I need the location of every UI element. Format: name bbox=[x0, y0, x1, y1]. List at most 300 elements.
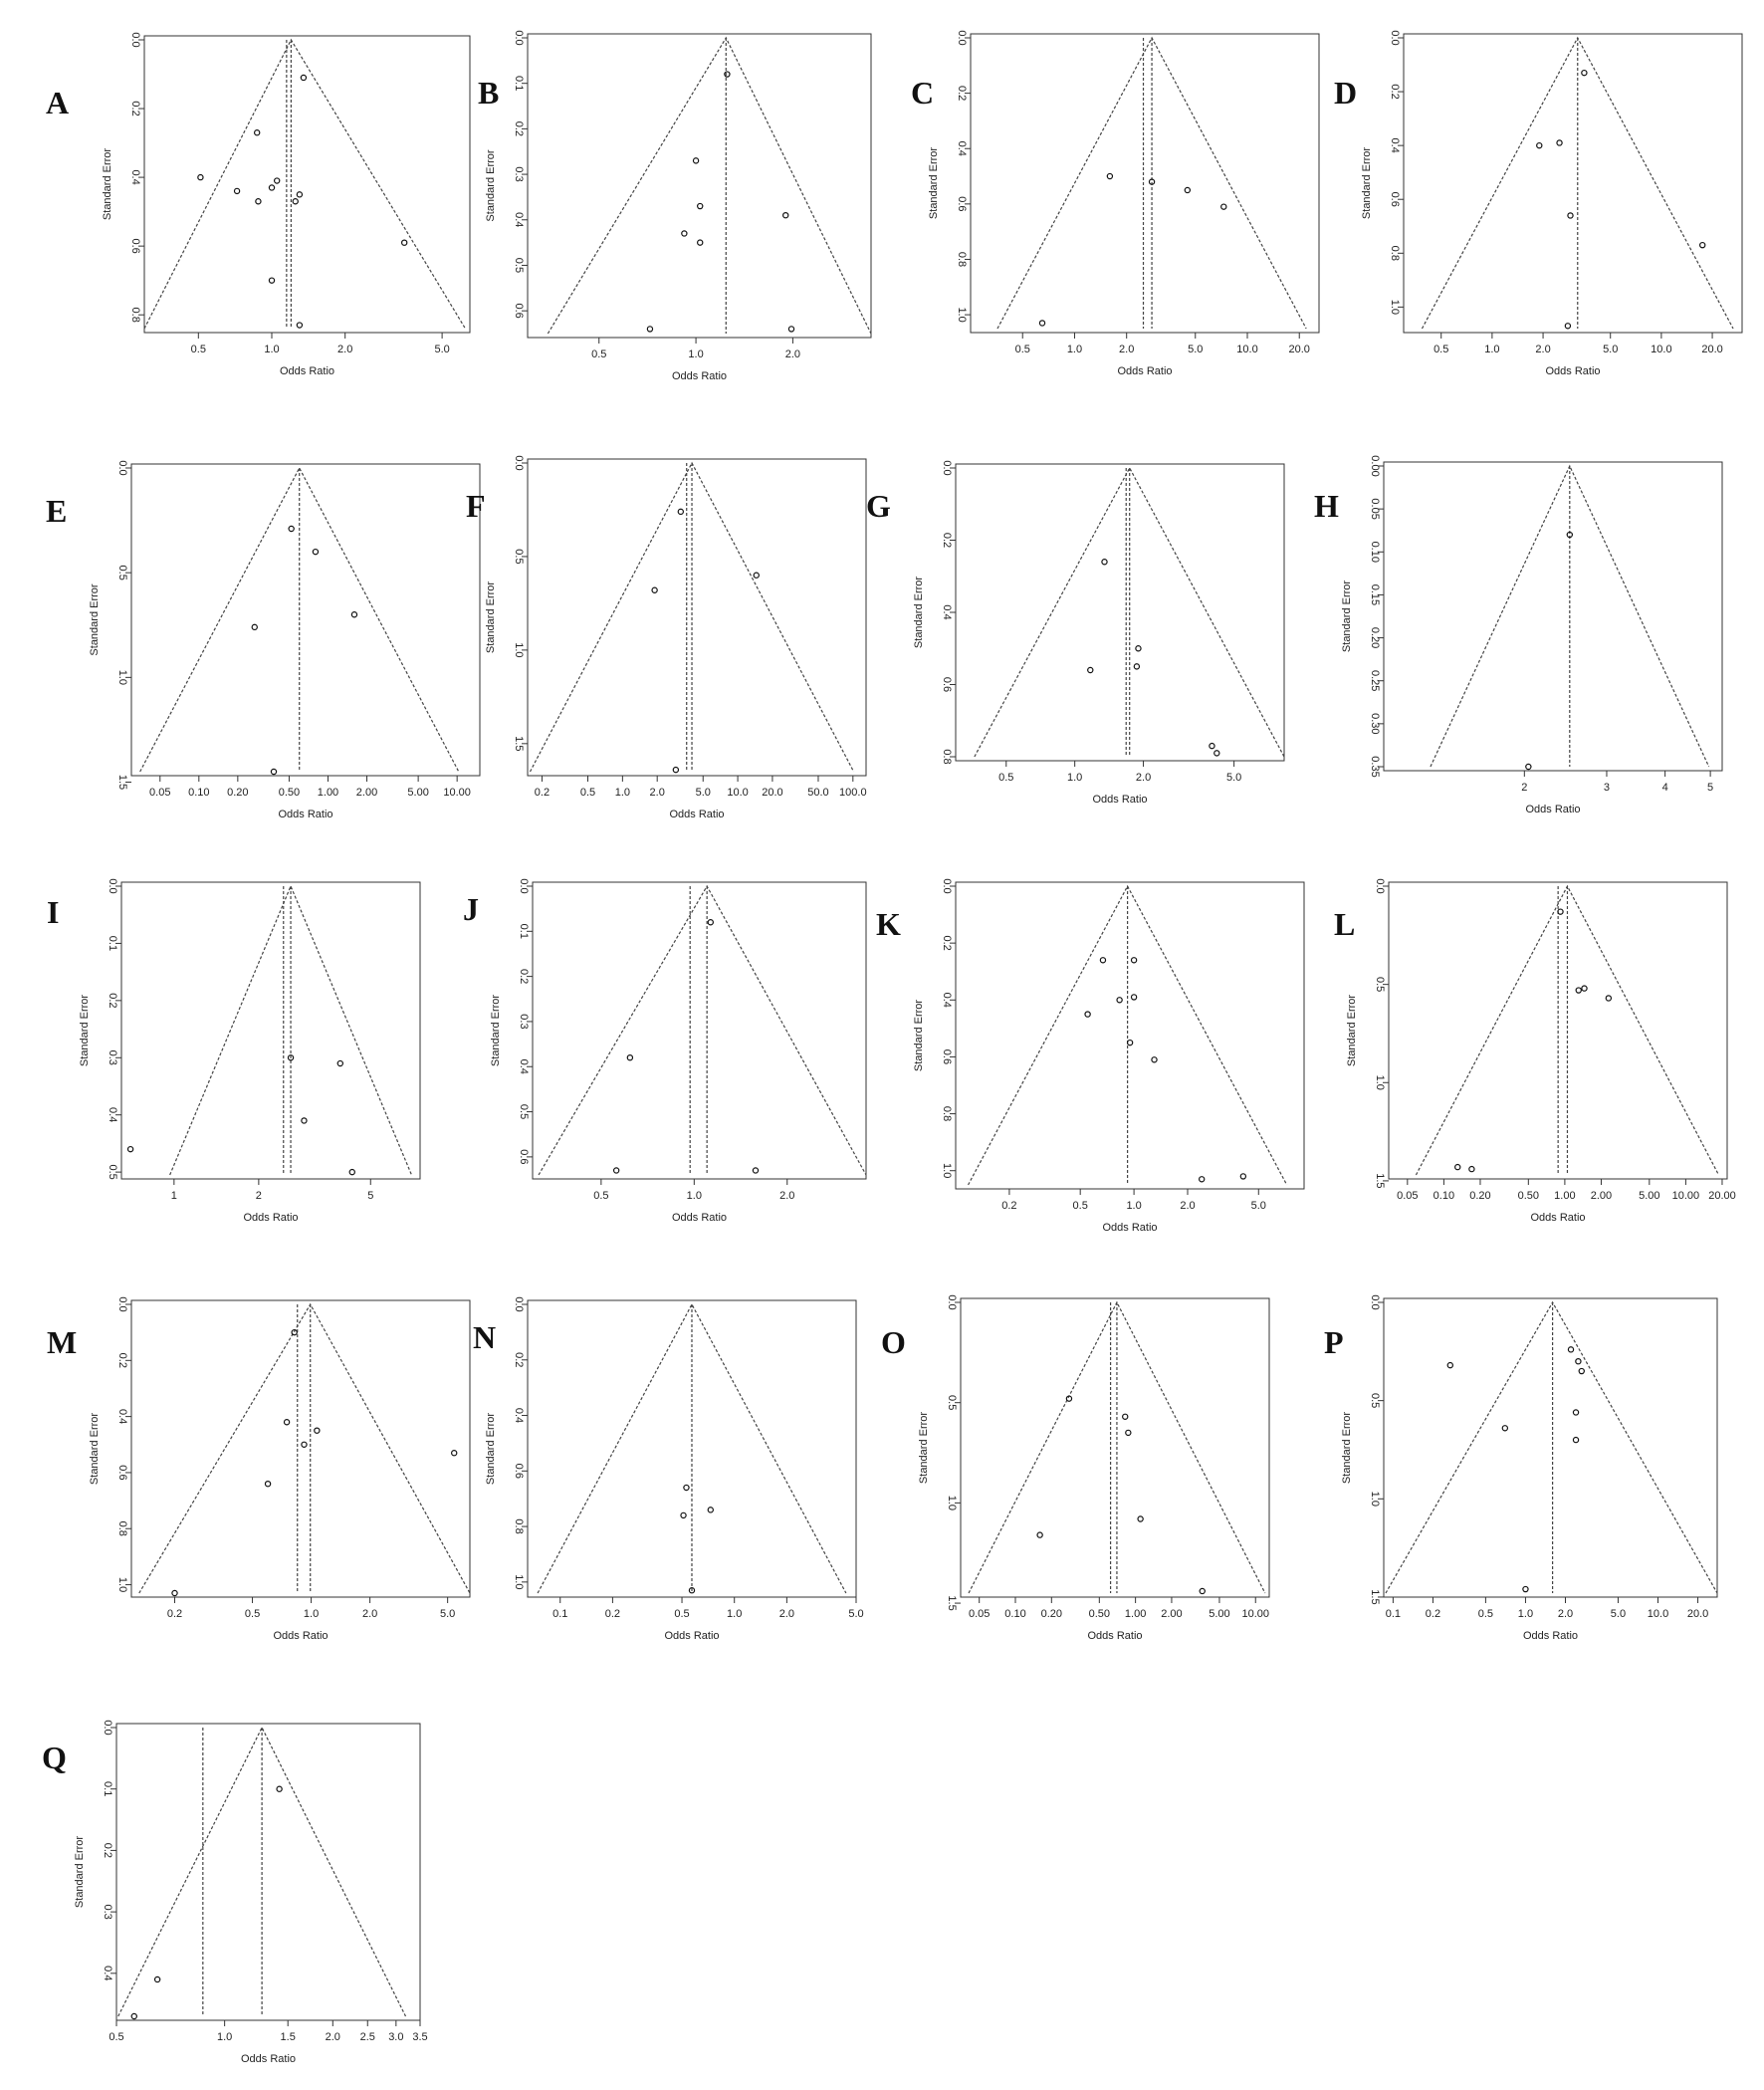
y-tick-label: 0.15 bbox=[1369, 583, 1381, 606]
study-point bbox=[1455, 1165, 1460, 1170]
y-tick-label: 1.5 bbox=[513, 736, 525, 752]
study-point bbox=[1100, 958, 1105, 963]
x-tick-label: 50.0 bbox=[807, 787, 829, 799]
y-tick-label: 1.5 bbox=[946, 1595, 958, 1611]
funnel-plot-panel-e bbox=[42, 458, 471, 826]
panel-letter: F bbox=[466, 488, 486, 524]
x-tick-label: 2.0 bbox=[361, 1608, 378, 1620]
study-point bbox=[284, 1420, 289, 1425]
y-tick-label: 1.0 bbox=[513, 1574, 525, 1590]
x-tick-label: 2.0 bbox=[784, 348, 801, 360]
x-tick-label: 1.0 bbox=[688, 348, 704, 360]
funnel-plot-svg bbox=[458, 876, 876, 1245]
y-tick-label: 1.5 bbox=[116, 774, 128, 791]
x-axis-title: Odds Ratio bbox=[273, 1630, 329, 1642]
x-tick-label: 0.50 bbox=[1088, 1608, 1111, 1620]
y-tick-label: 0.1 bbox=[102, 1781, 113, 1797]
x-tick-label: 2 bbox=[255, 1190, 262, 1202]
x-tick-label: 0.5 bbox=[579, 787, 596, 799]
study-point bbox=[1537, 143, 1542, 148]
x-tick-label: 1.0 bbox=[1066, 344, 1083, 355]
study-point bbox=[1134, 664, 1139, 669]
y-tick-label: 0.1 bbox=[107, 935, 118, 952]
x-axis-title: Odds Ratio bbox=[1102, 1222, 1158, 1234]
plot-frame bbox=[956, 464, 1284, 761]
x-tick-label: 2.00 bbox=[1590, 1190, 1613, 1202]
funnel-plot-svg bbox=[468, 1294, 896, 1663]
study-point bbox=[725, 72, 730, 77]
x-tick-label: 2 bbox=[1521, 782, 1528, 794]
x-tick-label: 1.0 bbox=[1126, 1200, 1142, 1212]
y-tick-label: 0.3 bbox=[513, 166, 525, 182]
x-tick-label: 2.0 bbox=[1535, 344, 1551, 355]
funnel-plot-svg bbox=[42, 876, 460, 1245]
x-tick-label: 0.5 bbox=[674, 1608, 690, 1620]
funnel-plot-panel-a bbox=[42, 30, 460, 378]
x-tick-label: 2.0 bbox=[778, 1608, 795, 1620]
study-point bbox=[255, 130, 260, 135]
y-tick-label: 0.0 bbox=[513, 455, 525, 471]
panel-letter: L bbox=[1334, 906, 1356, 942]
y-tick-label: 0.0 bbox=[116, 460, 128, 476]
x-tick-label: 0.5 bbox=[1433, 344, 1449, 355]
study-point bbox=[1700, 243, 1705, 248]
study-point bbox=[693, 158, 698, 163]
x-tick-label: 0.2 bbox=[166, 1608, 183, 1620]
study-point bbox=[681, 1512, 686, 1517]
funnel-plot-panel-f bbox=[458, 455, 876, 826]
x-axis-title: Odds Ratio bbox=[1522, 1630, 1579, 1642]
y-tick-label: 0.25 bbox=[1369, 670, 1381, 692]
x-axis-title: Odds Ratio bbox=[671, 1212, 728, 1224]
study-point bbox=[131, 2013, 136, 2018]
study-point bbox=[349, 1170, 354, 1175]
x-tick-label: 4 bbox=[1661, 782, 1668, 794]
x-tick-label: 5.0 bbox=[434, 344, 450, 355]
x-tick-label: 2.00 bbox=[1161, 1608, 1183, 1620]
y-tick-label: 0.0 bbox=[1374, 878, 1386, 894]
x-tick-label: 0.5 bbox=[591, 348, 607, 360]
y-tick-label: 0.5 bbox=[513, 549, 525, 565]
study-point bbox=[1214, 751, 1219, 756]
y-tick-label: 0.6 bbox=[941, 1048, 953, 1065]
plot-frame bbox=[116, 1724, 420, 2020]
x-tick-label: 0.5 bbox=[1014, 344, 1030, 355]
x-axis-title: Odds Ratio bbox=[1087, 1630, 1143, 1642]
study-point bbox=[1136, 646, 1141, 651]
y-tick-label: 0.0 bbox=[107, 878, 118, 894]
plot-frame bbox=[144, 36, 470, 333]
y-tick-label: 0.4 bbox=[518, 1058, 530, 1074]
funnel-plot-svg bbox=[42, 1294, 470, 1663]
x-tick-label: 2.0 bbox=[779, 1190, 795, 1202]
y-axis-title: Standard Error bbox=[1341, 580, 1353, 653]
study-point bbox=[788, 327, 793, 332]
x-tick-label: 20.00 bbox=[1708, 1190, 1736, 1202]
y-tick-label: 0.8 bbox=[1389, 245, 1401, 261]
study-point bbox=[1576, 988, 1581, 993]
panel-letter: D bbox=[1334, 75, 1358, 111]
y-tick-label: 0.2 bbox=[129, 101, 141, 116]
x-tick-label: 10.0 bbox=[1647, 1608, 1669, 1620]
funnel-plot-panel-j bbox=[458, 876, 876, 1245]
study-point bbox=[297, 323, 302, 328]
plot-frame bbox=[528, 459, 866, 776]
x-tick-label: 0.50 bbox=[1517, 1190, 1540, 1202]
x-tick-label: 5.0 bbox=[848, 1608, 864, 1620]
x-tick-label: 0.5 bbox=[109, 2031, 124, 2043]
y-tick-label: 0.2 bbox=[941, 935, 953, 951]
study-point bbox=[627, 1055, 632, 1060]
funnel-plot-svg bbox=[458, 455, 876, 826]
y-tick-label: 0.6 bbox=[956, 196, 968, 212]
y-tick-label: 0.20 bbox=[1369, 626, 1381, 649]
funnel-plot-panel-q bbox=[42, 1718, 460, 2086]
x-tick-label: 0.05 bbox=[968, 1608, 991, 1620]
x-tick-label: 1.0 bbox=[614, 787, 631, 799]
funnel-plot-svg bbox=[42, 30, 460, 378]
study-point bbox=[1117, 998, 1122, 1003]
study-point bbox=[1123, 1414, 1128, 1419]
y-tick-label: 0.0 bbox=[956, 30, 968, 46]
panel-letter: K bbox=[876, 906, 901, 942]
panel-letter: H bbox=[1314, 488, 1339, 524]
x-tick-label: 3.0 bbox=[388, 2031, 404, 2043]
x-tick-label: 5.0 bbox=[1225, 772, 1242, 784]
panel-letter: Q bbox=[42, 1740, 67, 1775]
x-axis-title: Odds Ratio bbox=[243, 1212, 299, 1224]
study-point bbox=[682, 231, 687, 236]
x-tick-label: 5.0 bbox=[1610, 1608, 1627, 1620]
y-axis-title: Standard Error bbox=[490, 994, 502, 1067]
x-tick-label: 0.5 bbox=[998, 772, 1014, 784]
y-tick-label: 0.8 bbox=[129, 307, 141, 323]
y-axis-title: Standard Error bbox=[485, 581, 497, 654]
plot-frame bbox=[1384, 462, 1722, 771]
x-tick-label: 5.0 bbox=[1603, 344, 1619, 355]
y-axis-title: Standard Error bbox=[79, 994, 91, 1067]
x-tick-label: 1.0 bbox=[727, 1608, 743, 1620]
y-tick-label: 0.2 bbox=[956, 85, 968, 102]
plot-frame bbox=[1404, 34, 1742, 333]
study-point bbox=[753, 1168, 758, 1173]
x-tick-label: 1.5 bbox=[280, 2031, 296, 2043]
y-tick-label: 0.6 bbox=[941, 676, 953, 693]
y-tick-label: 0.0 bbox=[1369, 1294, 1381, 1310]
x-tick-label: 3 bbox=[1603, 782, 1611, 794]
y-axis-title: Standard Error bbox=[928, 146, 940, 220]
x-tick-label: 0.5 bbox=[1477, 1608, 1494, 1620]
study-point bbox=[1126, 1430, 1131, 1435]
y-tick-label: 0.0 bbox=[513, 1296, 525, 1312]
x-tick-label: 5.0 bbox=[440, 1608, 456, 1620]
study-point bbox=[1102, 560, 1107, 565]
x-axis-title: Odds Ratio bbox=[664, 1630, 720, 1642]
study-point bbox=[277, 1786, 282, 1791]
x-tick-label: 0.2 bbox=[604, 1608, 621, 1620]
x-tick-label: 20.0 bbox=[762, 787, 783, 799]
y-tick-label: 0.6 bbox=[518, 1149, 530, 1165]
study-point bbox=[1447, 1363, 1452, 1368]
study-point bbox=[678, 509, 683, 514]
study-point bbox=[315, 1428, 320, 1433]
panel-letter: P bbox=[1324, 1324, 1344, 1360]
panel-letter: O bbox=[881, 1324, 906, 1360]
x-tick-label: 1.0 bbox=[1067, 772, 1083, 784]
x-tick-label: 0.50 bbox=[278, 787, 301, 799]
y-tick-label: 0.2 bbox=[513, 120, 525, 137]
y-tick-label: 0.6 bbox=[129, 238, 141, 254]
plot-frame bbox=[956, 882, 1304, 1189]
y-axis-title: Standard Error bbox=[1361, 146, 1373, 220]
y-tick-label: 0.4 bbox=[513, 1407, 525, 1424]
y-tick-label: 0.2 bbox=[941, 532, 953, 549]
study-point bbox=[1606, 996, 1611, 1001]
study-point bbox=[1088, 667, 1093, 672]
y-tick-label: 0.5 bbox=[116, 565, 128, 581]
y-tick-label: 0.4 bbox=[116, 1408, 128, 1425]
x-tick-label: 1 bbox=[170, 1190, 177, 1202]
funnel-plot-svg bbox=[1329, 876, 1764, 1245]
y-tick-label: 0.1 bbox=[518, 923, 530, 939]
y-tick-label: 0.4 bbox=[102, 1966, 113, 1981]
y-tick-label: 1.0 bbox=[513, 642, 525, 658]
study-point bbox=[1240, 1174, 1245, 1179]
study-point bbox=[698, 203, 703, 208]
study-point bbox=[1107, 173, 1112, 178]
study-point bbox=[1152, 1057, 1157, 1062]
y-tick-label: 0.5 bbox=[518, 1103, 530, 1120]
x-tick-label: 0.20 bbox=[1469, 1190, 1491, 1202]
funnel-plot-svg bbox=[876, 876, 1314, 1245]
funnel-plot-svg bbox=[42, 1718, 460, 2086]
y-tick-label: 1.0 bbox=[956, 307, 968, 323]
y-tick-label: 0.2 bbox=[518, 968, 530, 985]
y-axis-title: Standard Error bbox=[89, 583, 101, 656]
x-tick-label: 5.00 bbox=[407, 787, 429, 799]
funnel-plot-panel-d bbox=[1334, 30, 1752, 388]
x-tick-label: 20.0 bbox=[1686, 1608, 1709, 1620]
plot-frame bbox=[528, 34, 871, 338]
x-tick-label: 5.00 bbox=[1209, 1608, 1230, 1620]
study-point bbox=[673, 768, 678, 773]
study-point bbox=[1582, 986, 1587, 991]
study-point bbox=[1037, 1532, 1042, 1537]
funnel-plot-panel-o bbox=[881, 1294, 1309, 1663]
x-tick-label: 100.0 bbox=[839, 787, 867, 799]
study-point bbox=[1576, 1359, 1581, 1364]
study-point bbox=[198, 174, 203, 179]
study-point bbox=[1085, 1012, 1090, 1017]
y-tick-label: 0.0 bbox=[513, 30, 525, 46]
y-tick-label: 0.8 bbox=[956, 251, 968, 268]
x-tick-label: 0.05 bbox=[149, 787, 171, 799]
study-point bbox=[127, 1147, 132, 1152]
x-tick-label: 1.0 bbox=[264, 344, 280, 355]
funnel-boundary bbox=[539, 886, 866, 1175]
study-point bbox=[302, 1118, 307, 1123]
y-tick-label: 1.0 bbox=[1369, 1491, 1381, 1507]
x-tick-label: 1.0 bbox=[216, 2031, 233, 2043]
x-axis-title: Odds Ratio bbox=[279, 365, 335, 377]
y-axis-title: Standard Error bbox=[918, 1411, 930, 1485]
x-axis-title: Odds Ratio bbox=[278, 809, 333, 820]
study-point bbox=[351, 612, 356, 617]
funnel-plot-svg bbox=[881, 1294, 1309, 1663]
x-tick-label: 2.0 bbox=[337, 344, 353, 355]
y-tick-label: 1.0 bbox=[941, 1163, 953, 1179]
study-point bbox=[252, 624, 257, 629]
panel-letter: B bbox=[478, 75, 500, 111]
y-tick-label: 0.2 bbox=[513, 1352, 525, 1368]
plot-frame bbox=[131, 1300, 470, 1597]
study-point bbox=[1568, 1347, 1573, 1352]
x-tick-label: 0.5 bbox=[593, 1190, 609, 1202]
y-tick-label: 0.6 bbox=[513, 303, 525, 319]
x-tick-label: 0.5 bbox=[244, 1608, 261, 1620]
study-point bbox=[1185, 187, 1190, 192]
x-tick-label: 2.0 bbox=[1557, 1608, 1574, 1620]
y-tick-label: 0.5 bbox=[513, 257, 525, 274]
x-tick-label: 1.00 bbox=[1554, 1190, 1576, 1202]
panel-letter: M bbox=[47, 1324, 78, 1360]
x-tick-label: 10.00 bbox=[1241, 1608, 1270, 1620]
x-tick-label: 10.00 bbox=[443, 787, 471, 799]
x-tick-label: 1.0 bbox=[303, 1608, 320, 1620]
panel-letter: C bbox=[911, 75, 935, 111]
funnel-plot-panel-b bbox=[478, 30, 896, 388]
funnel-plot-svg bbox=[911, 30, 1329, 388]
x-tick-label: 1.00 bbox=[1124, 1608, 1147, 1620]
study-point bbox=[269, 185, 274, 190]
x-tick-label: 0.1 bbox=[552, 1608, 568, 1620]
y-tick-label: 0.5 bbox=[1374, 976, 1386, 993]
x-tick-label: 1.0 bbox=[686, 1190, 702, 1202]
study-point bbox=[1568, 213, 1573, 218]
study-point bbox=[313, 550, 318, 555]
y-tick-label: 0.30 bbox=[1369, 713, 1381, 735]
y-axis-title: Standard Error bbox=[89, 1412, 101, 1486]
x-axis-title: Odds Ratio bbox=[1117, 365, 1173, 377]
y-tick-label: 1.0 bbox=[946, 1495, 958, 1511]
study-point bbox=[1565, 324, 1570, 329]
y-tick-label: 0.0 bbox=[941, 460, 953, 476]
study-point bbox=[1131, 958, 1136, 963]
panel-letter: A bbox=[46, 85, 70, 120]
study-point bbox=[1573, 1438, 1578, 1443]
study-point bbox=[275, 178, 280, 183]
x-axis-title: Odds Ratio bbox=[1545, 365, 1601, 377]
y-tick-label: 0.6 bbox=[513, 1463, 525, 1479]
plot-frame bbox=[1384, 1298, 1717, 1597]
study-point bbox=[1573, 1410, 1578, 1415]
x-tick-label: 5 bbox=[1707, 782, 1714, 794]
x-tick-label: 0.5 bbox=[190, 344, 206, 355]
y-tick-label: 0.0 bbox=[1389, 30, 1401, 46]
x-tick-label: 5.00 bbox=[1639, 1190, 1660, 1202]
study-point bbox=[271, 769, 276, 774]
x-tick-label: 20.0 bbox=[1701, 344, 1723, 355]
x-tick-label: 0.10 bbox=[1433, 1190, 1455, 1202]
study-point bbox=[1210, 744, 1214, 749]
funnel-plot-panel-h bbox=[1314, 455, 1752, 826]
x-tick-label: 0.2 bbox=[1425, 1608, 1441, 1620]
study-point bbox=[1131, 995, 1136, 1000]
x-tick-label: 1.0 bbox=[1484, 344, 1500, 355]
x-axis-title: Odds Ratio bbox=[240, 2053, 297, 2065]
y-tick-label: 0.00 bbox=[1369, 455, 1381, 477]
y-tick-label: 0.8 bbox=[941, 1105, 953, 1122]
study-point bbox=[269, 278, 274, 283]
study-point bbox=[302, 1442, 307, 1447]
plot-frame bbox=[971, 34, 1319, 333]
panel-letter: E bbox=[46, 493, 68, 529]
funnel-plot-svg bbox=[1334, 30, 1752, 388]
x-tick-label: 5.0 bbox=[1188, 344, 1204, 355]
study-point bbox=[1582, 71, 1587, 76]
panel-letter: G bbox=[866, 488, 891, 524]
y-tick-label: 0.4 bbox=[129, 169, 141, 185]
study-point bbox=[1200, 1177, 1205, 1182]
study-point bbox=[1200, 1588, 1205, 1593]
y-tick-label: 1.0 bbox=[1374, 1074, 1386, 1090]
y-axis-title: Standard Error bbox=[1341, 1411, 1353, 1485]
x-tick-label: 1.00 bbox=[317, 787, 339, 799]
y-axis-title: Standard Error bbox=[913, 999, 925, 1072]
study-point bbox=[452, 1451, 457, 1456]
study-point bbox=[698, 240, 703, 245]
y-tick-label: 0.2 bbox=[107, 993, 118, 1009]
y-tick-label: 0.5 bbox=[946, 1395, 958, 1411]
x-axis-title: Odds Ratio bbox=[669, 809, 725, 820]
y-axis-title: Standard Error bbox=[913, 576, 925, 649]
x-tick-label: 0.2 bbox=[534, 787, 551, 799]
funnel-plot-svg bbox=[42, 458, 471, 826]
x-tick-label: 0.20 bbox=[227, 787, 249, 799]
x-tick-label: 3.5 bbox=[412, 2031, 428, 2043]
panel-letter: J bbox=[463, 891, 479, 927]
x-axis-title: Odds Ratio bbox=[1092, 794, 1148, 806]
y-axis-title: Standard Error bbox=[1346, 994, 1358, 1067]
x-tick-label: 5.0 bbox=[695, 787, 711, 799]
study-point bbox=[1469, 1166, 1474, 1171]
funnel-boundary bbox=[144, 40, 465, 329]
y-tick-label: 0.05 bbox=[1369, 498, 1381, 520]
study-point bbox=[652, 587, 657, 592]
y-tick-label: 1.0 bbox=[116, 1576, 128, 1593]
study-point bbox=[1579, 1368, 1584, 1373]
y-tick-label: 0.5 bbox=[107, 1164, 118, 1180]
x-tick-label: 10.0 bbox=[727, 787, 749, 799]
plot-frame bbox=[533, 882, 866, 1179]
x-tick-label: 0.10 bbox=[1004, 1608, 1026, 1620]
study-point bbox=[265, 1482, 270, 1487]
study-point bbox=[1128, 1041, 1133, 1045]
study-point bbox=[1526, 764, 1531, 769]
study-point bbox=[1138, 1516, 1143, 1521]
y-tick-label: 0.0 bbox=[518, 878, 530, 894]
y-tick-label: 0.6 bbox=[1389, 191, 1401, 207]
study-point bbox=[708, 1508, 713, 1512]
y-tick-label: 0.8 bbox=[513, 1518, 525, 1534]
y-tick-label: 0.4 bbox=[941, 604, 953, 620]
x-axis-title: Odds Ratio bbox=[671, 370, 728, 382]
x-tick-label: 0.2 bbox=[1001, 1200, 1017, 1212]
study-point bbox=[708, 920, 713, 925]
study-point bbox=[1502, 1426, 1507, 1431]
funnel-plot-panel-m bbox=[42, 1294, 470, 1663]
funnel-plot-panel-c bbox=[911, 30, 1329, 388]
